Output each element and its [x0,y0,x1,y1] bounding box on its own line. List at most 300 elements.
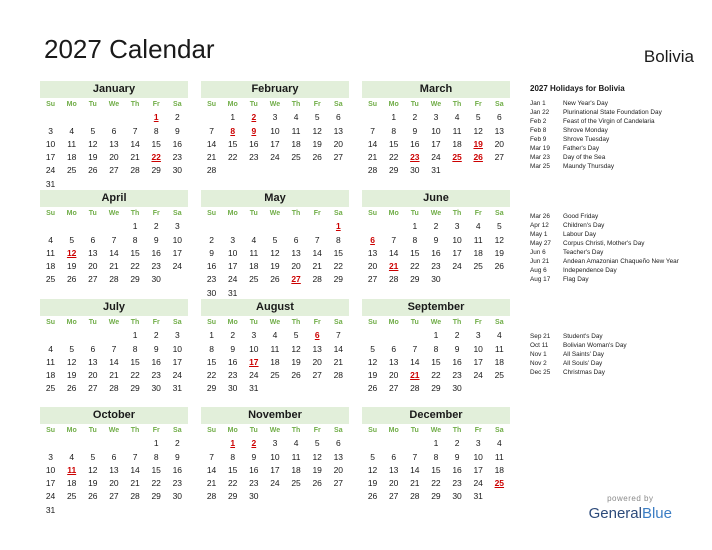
holiday-date: May 27 [530,240,551,247]
day-cell: 17 [452,247,462,258]
empty-cell [61,329,82,342]
week-row [362,247,510,260]
day-cell: 23 [151,261,161,272]
holiday-day-cell: 1 [230,438,236,449]
day-cell: 10 [473,451,483,462]
empty-cell [243,220,264,233]
day-cell: 23 [172,152,183,163]
empty-cell [362,437,383,450]
holiday-name: Plurinational State Foundation Day [563,109,662,116]
day-cell: 10 [473,343,483,354]
week-row [362,125,510,138]
day-cell: 13 [88,356,98,367]
day-cell: 24 [452,261,462,272]
weekday-header [362,98,510,111]
day-cell: 29 [130,383,140,394]
weekday-label: Th [291,210,301,217]
day-cell: 11 [291,451,301,462]
holiday-date: Nov 1 [530,351,547,358]
holiday-name: Shrove Monday [563,127,608,134]
footer [589,494,672,522]
empty-cell [125,437,146,450]
holiday-date: May 1 [530,231,548,238]
holiday-item [530,221,705,230]
day-cell: 24 [431,152,441,163]
month-april [40,190,188,287]
day-cell: 26 [312,478,322,489]
day-cell: 3 [454,221,460,232]
day-cell: 7 [412,343,418,354]
empty-cell [307,220,328,233]
holiday-item [530,341,705,350]
day-cell: 23 [172,478,183,489]
holiday-item [530,368,705,377]
day-cell: 23 [249,478,259,489]
day-cell: 28 [410,491,420,502]
day-cell: 6 [90,234,96,245]
day-cell: 4 [48,234,53,245]
weekday-label: Mo [227,101,238,108]
day-cell: 29 [431,491,441,502]
day-cell: 14 [410,464,420,475]
day-cell: 11 [46,356,55,367]
weekday-label: We [269,210,281,217]
weekday-label: We [108,319,120,326]
day-cell: 1 [132,221,138,232]
day-cell: 19 [494,247,505,258]
day-cell: 5 [370,343,375,354]
day-cell: 23 [206,274,217,285]
day-cell: 4 [293,438,299,449]
weekday-label: Sa [334,319,343,326]
holiday-name: Feast of the Virgin of Candelaria [563,118,655,125]
day-cell: 27 [88,383,98,394]
day-cell: 14 [130,464,140,475]
day-cell: 11 [270,343,280,354]
week-row [201,343,349,356]
day-cell: 22 [333,261,344,272]
day-cell: 8 [230,451,236,462]
day-cell: 18 [473,247,483,258]
weekday-label: Tu [249,101,258,108]
day-cell: 20 [312,356,322,367]
day-cell: 25 [494,370,505,381]
weekday-label: Mo [227,319,238,326]
day-cell: 3 [272,438,278,449]
weekday-header [201,316,349,329]
day-cell: 25 [291,478,301,489]
day-cell: 16 [249,464,259,475]
day-cell: 20 [494,138,505,149]
holiday-day-cell: 23 [410,152,420,163]
day-cell: 18 [66,152,77,163]
day-cell: 10 [431,125,441,136]
empty-cell [222,220,243,233]
day-cell: 21 [312,261,322,272]
weekday-label: Mo [66,210,77,217]
day-cell: 24 [172,261,183,272]
day-cell: 10 [270,451,280,462]
day-cell: 19 [367,370,378,381]
day-cell: 18 [452,138,462,149]
week-row [201,111,349,124]
month-name: August [201,299,349,316]
holiday-day-cell: 6 [314,330,320,341]
weekday-label: Sa [173,210,182,217]
holiday-item [530,359,705,368]
day-cell: 10 [45,138,56,149]
day-cell: 6 [111,451,117,462]
day-cell: 4 [251,234,257,245]
holiday-day-cell: 9 [251,125,257,136]
day-cell: 25 [473,261,483,272]
weekday-label: We [269,101,281,108]
day-cell: 19 [88,152,98,163]
holiday-day-cell: 21 [388,261,399,272]
day-cell: 9 [174,125,180,136]
month-name: January [40,81,188,98]
day-cell: 15 [130,356,140,367]
day-cell: 9 [153,343,159,354]
weekday-label: Sa [495,427,504,434]
empty-cell [82,437,103,450]
day-cell: 1 [153,438,159,449]
weekday-label: Fr [313,427,321,434]
day-cell: 2 [174,438,180,449]
day-cell: 19 [66,261,77,272]
holiday-item [530,99,705,108]
week-row [40,151,188,164]
holiday-date: Jan 22 [530,109,550,116]
weekday-header [362,207,510,220]
day-cell: 26 [270,274,280,285]
day-cell: 27 [312,370,322,381]
day-cell: 2 [153,330,159,341]
day-cell: 25 [291,152,301,163]
day-cell: 14 [367,138,378,149]
holiday-item [530,275,705,284]
day-cell: 29 [431,383,441,394]
weekday-label: Mo [227,210,238,217]
month-january [40,81,188,191]
weekday-label: Mo [66,101,77,108]
holiday-day-cell: 1 [335,221,341,232]
week-row [40,111,188,124]
week-row [40,369,188,382]
empty-cell [286,220,307,233]
day-cell: 6 [391,343,397,354]
day-cell: 4 [496,330,502,341]
day-cell: 31 [431,165,441,176]
day-cell: 21 [109,261,119,272]
day-cell: 19 [270,261,280,272]
day-cell: 13 [367,247,378,258]
weekday-header [201,424,349,437]
day-cell: 6 [90,343,96,354]
weekday-label: Th [291,319,301,326]
day-cell: 21 [109,370,119,381]
week-row [40,437,188,450]
day-cell: 16 [410,138,420,149]
day-cell: 25 [270,370,280,381]
day-cell: 3 [48,451,53,462]
day-cell: 28 [109,274,119,285]
day-cell: 13 [333,451,344,462]
day-cell: 3 [475,438,481,449]
week-row [201,164,349,177]
day-cell: 12 [88,464,98,475]
day-cell: 1 [209,330,214,341]
month-name: June [362,190,510,207]
day-cell: 16 [431,247,441,258]
holiday-name: Andean Amazonian Chaqueño New Year [563,258,679,265]
weekday-label: Fr [152,210,160,217]
day-cell: 9 [251,451,257,462]
day-cell: 22 [431,478,441,489]
week-row [201,234,349,247]
day-cell: 6 [335,438,341,449]
day-cell: 7 [412,451,418,462]
day-cell: 24 [45,165,56,176]
weekday-label: Tu [249,427,258,434]
day-cell: 14 [312,247,322,258]
day-cell: 26 [88,491,98,502]
weekday-label: We [430,210,442,217]
day-cell: 5 [314,112,320,123]
holiday-date: Mar 25 [530,163,550,170]
weekday-label: Th [130,101,140,108]
day-cell: 27 [88,274,98,285]
day-cell: 31 [249,383,259,394]
holiday-date: Sep 21 [530,333,551,340]
day-cell: 30 [410,165,420,176]
day-cell: 26 [367,491,378,502]
month-name: July [40,299,188,316]
day-cell: 12 [270,247,280,258]
day-cell: 12 [312,451,322,462]
week-row [362,260,510,273]
day-cell: 16 [452,464,462,475]
day-cell: 26 [66,274,77,285]
week-row [362,464,510,477]
day-cell: 11 [473,234,483,245]
week-row [201,151,349,164]
week-row [40,273,188,286]
weekday-label: Tu [410,319,419,326]
weekday-label: Th [452,319,462,326]
day-cell: 3 [48,125,53,136]
day-cell: 30 [452,491,462,502]
day-cell: 16 [172,464,183,475]
weekday-label: Su [368,319,378,326]
month-name: April [40,190,188,207]
day-cell: 13 [291,247,301,258]
week-row [362,164,510,177]
day-cell: 15 [431,464,441,475]
day-cell: 11 [46,247,55,258]
day-cell: 8 [153,125,159,136]
day-cell: 3 [174,221,180,232]
weekday-label: Mo [388,427,399,434]
day-cell: 27 [333,152,344,163]
month-december [362,407,510,504]
day-cell: 11 [494,451,504,462]
weekday-label: Mo [388,101,399,108]
day-cell: 14 [410,356,420,367]
week-row [362,451,510,464]
holiday-list [530,332,705,377]
day-cell: 3 [475,330,481,341]
day-cell: 8 [132,234,138,245]
week-row [362,369,510,382]
weekday-label: Sa [334,101,343,108]
holiday-item [530,266,705,275]
weekday-label: Tu [249,210,258,217]
week-row [40,164,188,177]
holiday-name: Independence Day [563,267,617,274]
week-row [201,125,349,138]
day-cell: 23 [249,152,259,163]
holiday-name: All Souls' Day [563,360,603,367]
day-cell: 30 [172,165,183,176]
empty-cell [201,111,222,124]
day-cell: 17 [172,247,183,258]
day-cell: 18 [45,370,56,381]
empty-cell [404,437,425,450]
day-cell: 9 [209,247,214,258]
day-cell: 22 [410,261,420,272]
day-cell: 17 [227,261,238,272]
weekday-label: Sa [173,319,182,326]
day-cell: 9 [433,234,439,245]
day-cell: 19 [312,138,322,149]
day-cell: 31 [227,287,238,298]
day-cell: 21 [206,152,217,163]
day-cell: 4 [48,343,53,354]
empty-cell [362,329,383,342]
weekday-label: Su [368,210,378,217]
day-cell: 5 [90,451,96,462]
week-row [201,382,349,395]
day-cell: 23 [431,261,441,272]
day-cell: 13 [312,343,322,354]
day-cell: 29 [227,491,238,502]
page-title: 2027 Calendar [44,34,215,64]
day-cell: 8 [132,343,138,354]
day-cell: 12 [473,125,483,136]
day-cell: 10 [452,234,462,245]
week-row [362,111,510,124]
powered-by-text: powered by [607,494,654,503]
empty-cell [40,111,61,124]
weekday-label: We [108,427,120,434]
empty-cell [404,329,425,342]
empty-cell [362,220,383,233]
day-cell: 17 [270,138,280,149]
day-cell: 18 [45,261,56,272]
day-cell: 20 [88,261,98,272]
week-row [40,138,188,151]
day-cell: 13 [494,125,505,136]
holiday-day-cell: 27 [291,274,301,285]
day-cell: 13 [388,464,399,475]
day-cell: 20 [109,478,119,489]
day-cell: 27 [494,152,505,163]
weekday-label: We [430,319,442,326]
day-cell: 24 [45,491,56,502]
empty-cell [201,437,222,450]
day-cell: 3 [433,112,439,123]
holiday-date: Jun 21 [530,258,550,265]
day-cell: 3 [230,234,236,245]
day-cell: 28 [367,165,378,176]
day-cell: 19 [312,464,322,475]
month-march [362,81,510,178]
weekday-label: Th [130,210,140,217]
country-name: Bolivia [643,47,694,66]
day-cell: 14 [333,343,344,354]
week-row [362,343,510,356]
day-cell: 2 [209,234,214,245]
week-row [201,464,349,477]
empty-cell [103,220,124,233]
holiday-item [530,350,705,359]
day-cell: 5 [370,451,375,462]
empty-cell [125,111,146,124]
week-row [201,220,349,233]
day-cell: 21 [410,478,420,489]
holiday-name: Student's Day [563,333,603,340]
day-cell: 5 [475,112,481,123]
month-may [201,190,349,300]
day-cell: 2 [433,221,439,232]
holiday-date: Feb 8 [530,127,547,134]
holiday-item [530,162,705,171]
weekday-label: Tu [410,210,419,217]
weekday-label: Fr [474,101,482,108]
week-row [362,273,510,286]
holiday-day-cell: 8 [230,125,236,136]
month-name: September [362,299,510,316]
weekday-label: Su [207,210,217,217]
day-cell: 16 [151,356,161,367]
holiday-name: Day of the Sea [563,154,606,161]
month-june [362,190,510,287]
day-cell: 5 [314,438,320,449]
day-cell: 30 [172,491,183,502]
day-cell: 7 [111,343,117,354]
day-cell: 15 [227,464,238,475]
day-cell: 29 [388,165,399,176]
day-cell: 22 [227,152,238,163]
day-cell: 28 [312,274,322,285]
week-row [201,247,349,260]
day-cell: 26 [312,152,322,163]
day-cell: 18 [291,464,301,475]
weekday-label: Th [452,210,462,217]
holiday-day-cell: 17 [249,356,259,367]
month-name: March [362,81,510,98]
week-row [362,477,510,490]
empty-cell [103,329,124,342]
week-row [201,329,349,342]
holiday-name: Children's Day [563,222,605,229]
day-cell: 15 [206,356,217,367]
day-cell: 25 [249,274,259,285]
day-cell: 12 [494,234,505,245]
holiday-date: Aug 17 [530,276,551,283]
day-cell: 24 [270,152,280,163]
